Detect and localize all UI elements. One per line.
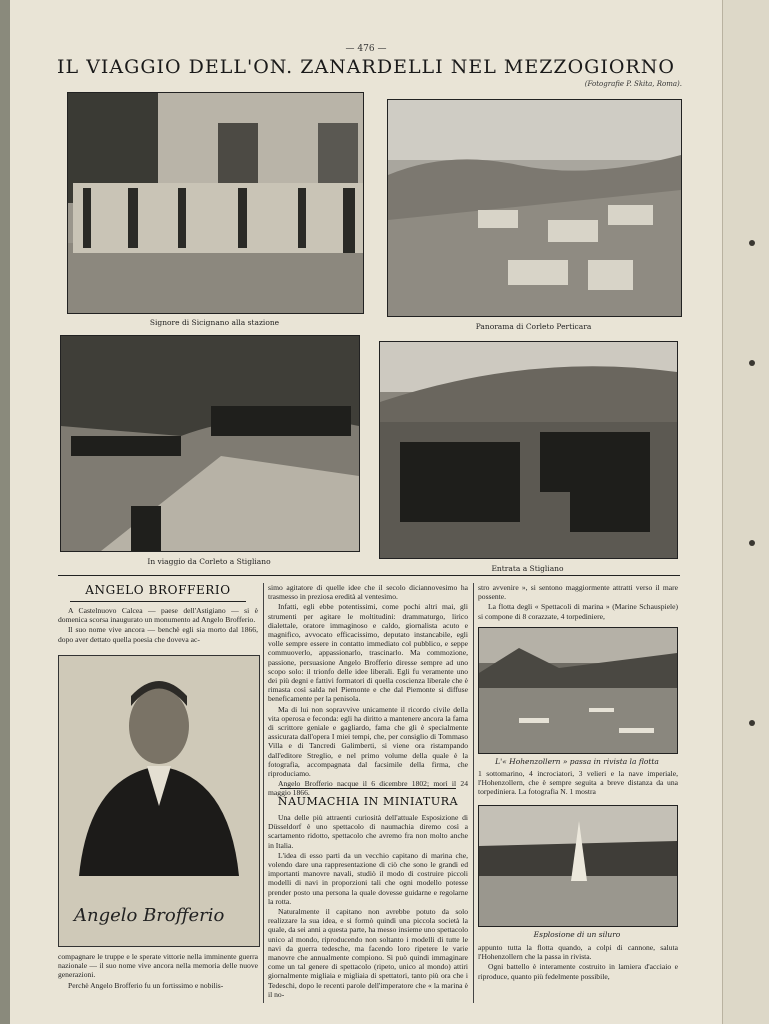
photo-caption: L'« Hohenzollern » passa in rivista la flotta	[495, 757, 659, 766]
photo-caption: Esplosione di un siluro	[533, 930, 621, 939]
article-column-1-bottom	[58, 952, 258, 1002]
article-column-3-top	[478, 583, 678, 623]
paragraph: appunto tutta la flotta quando, a colpi di cannone, saluta l'Hohenzollern che la passa in rivista.	[478, 943, 678, 962]
article-column-3-bottom	[478, 943, 678, 1003]
paragraph: L'idea di esso parti da un vecchio capitano di marina che, volendo dare una rappresentazione di ciò che sono le grandi ed importanti manovre navali, studiò il modo di costruire piccoli modelli di navi in proporzioni tali che ogni modello potesse prender posto una persona la quale dovesse guidarne e regolarne la rotta.	[268, 850, 468, 906]
paragraph: Ma di lui non sopravvive unicamente il ricordo civile della vita operosa e feconda: egli ha diritto a mantenere ancora la fama di scrittore geniale e gagliardo, fama che gli è specialmente assicurata dall'opera I miei tempi, che, per consiglio di Tommaso Villa e di Tancredi Galimberti, si viene ora ristampando dall'editore Streglio, e nel primo volume della quale è la fotografia, accompagnata dal facsimile della firma, che riproduciamo.	[268, 704, 468, 779]
paragraph: Infatti, egli ebbe potentissimi, come pochi altri mai, gli strumenti per agitare le moltitudini: drammaturgo, lirico dialettale, oratore immaginoso e caldo, giornalista acuto e magnifico, avvocato efficacissimo, deputato instancabile, egli volle sempre essere in contatto immediato col pubblico, e seppe commuoverlo, appassionarlo, trascinarlo. Ma commozione, passione, persuasione Angelo Brofferio diresse sempre ad uno scopo solo: il trionfo delle idee liberali. Egli fu veramente uno dei più degni e fattivi formatori di quella coscienza liberale che è rimasta così salda nel Piemonte e che dal Piemonte si diffuse beneficamente per la penisola.	[268, 602, 468, 704]
article-column-3-mid	[478, 769, 678, 801]
article-column-1-top	[58, 606, 258, 654]
article-heading: NAUMACHIA IN MINIATURA	[277, 795, 459, 808]
portrait-brofferio	[58, 655, 260, 947]
page-number: — 476 —	[345, 44, 387, 54]
paragraph: simo agitatore di quelle idee che il secolo diciannovesimo ha trasmesso in preziosa eredità al ventesimo.	[268, 583, 468, 602]
paragraph: compagnare le truppe e le sperate vittorie nella imminente guerra nazionale — il suo nome vive ancora nella memoria delle nuove generazioni.	[58, 952, 258, 980]
photo-esplosione-siluro	[478, 805, 678, 927]
photo-credit: (Fotografie P. Skita, Roma).	[584, 80, 682, 88]
paragraph: Naturalmente il capitano non avrebbe potuto da solo realizzare la sua idea, e si formò quindi una piccola società la quale, da sei anni a questa parte, ha messo insieme uno spettacolo unico al mondo, riproducendo non soltanto i modelli di tutte le navi da guerra tedesche, ma facendo loro ripetere le varie manovre che annualmente compiono. Si può quindi immaginare come un tal genere di spettacolo (ripeto, unico al mondo) attiri giornalmente migliaia e migliaia di spettatori, tanto più ora che i Tedeschi, dopo le recenti parole dell'imperatore che « la marina è il no-	[268, 907, 468, 999]
photo-caption: Panorama di Corleto Perticara	[475, 322, 592, 331]
section-divider	[58, 575, 680, 576]
article-column-2	[268, 583, 468, 798]
photo-signore-sicignano	[67, 92, 364, 314]
page-binding-gutter	[722, 0, 769, 1024]
photo-entrata-stigliano	[379, 341, 678, 559]
signature: Angelo Brofferio	[74, 905, 225, 926]
binding-hole	[749, 540, 755, 546]
binding-hole	[749, 720, 755, 726]
paragraph: Ogni battello è interamente costruito in lamiera d'acciaio e riproduce, quanto più fedelmente possibile,	[478, 962, 678, 981]
paragraph: Il suo nome vive ancora — benchè egli sia morto dal 1866, dopo aver dettato quella poesia che doveva ac-	[58, 625, 258, 644]
paragraph: Angelo Brofferio nacque il 6 dicembre 1802; morì il 24 maggio 1866.	[268, 779, 468, 798]
photo-caption: Signore di Sicignano alla stazione	[149, 318, 280, 327]
paragraph: stro avvenire », si sentono maggiormente attratti verso il mare possente.	[478, 583, 678, 602]
paragraph: 1 sottomarino, 4 incrociatori, 3 velieri e la nave imperiale, l'Hohenzollern, che è sempre seguita a breve distanza da una torpediniera. La fotografia N. 1 mostra	[478, 769, 678, 797]
page-title: IL VIAGGIO DELL'ON. ZANARDELLI NEL MEZZOGIORNO	[57, 56, 675, 78]
photo-hohenzollern	[478, 627, 678, 754]
article-divider	[280, 788, 456, 789]
article-heading: ANGELO BROFFERIO	[85, 583, 231, 597]
magazine-page	[10, 0, 722, 1024]
photo-corleto-stigliano	[60, 335, 360, 552]
column-divider	[473, 583, 474, 1003]
article-column-2-naumachia	[268, 813, 468, 1003]
photo-caption: Entrata a Stigliano	[491, 564, 564, 573]
photo-caption: In viaggio da Corleto a Stigliano	[147, 557, 271, 566]
photo-panorama-corleto	[387, 99, 682, 317]
paragraph: A Castelnuovo Calcea — paese dell'Astigiano — si è domenica scorsa inaugurato un monumento ad Angelo Brofferio.	[58, 606, 258, 625]
heading-underline	[70, 601, 246, 602]
paragraph: Una delle più attraenti curiosità dell'attuale Esposizione di Düsseldorf è uno spettacolo di naumachia diremo così a scartamento ridotto, spettacolo che avremo fra non molto anche in Italia.	[268, 813, 468, 850]
binding-hole	[749, 240, 755, 246]
binding-hole	[749, 360, 755, 366]
paragraph: La flotta degli « Spettacoli di marina » (Marine Schauspiele) si compone di 8 corazzate, 4 torpediniere,	[478, 602, 678, 621]
column-divider	[263, 583, 264, 1003]
paragraph: Perchè Angelo Brofferio fu un fortissimo e nobilis-	[68, 980, 224, 990]
